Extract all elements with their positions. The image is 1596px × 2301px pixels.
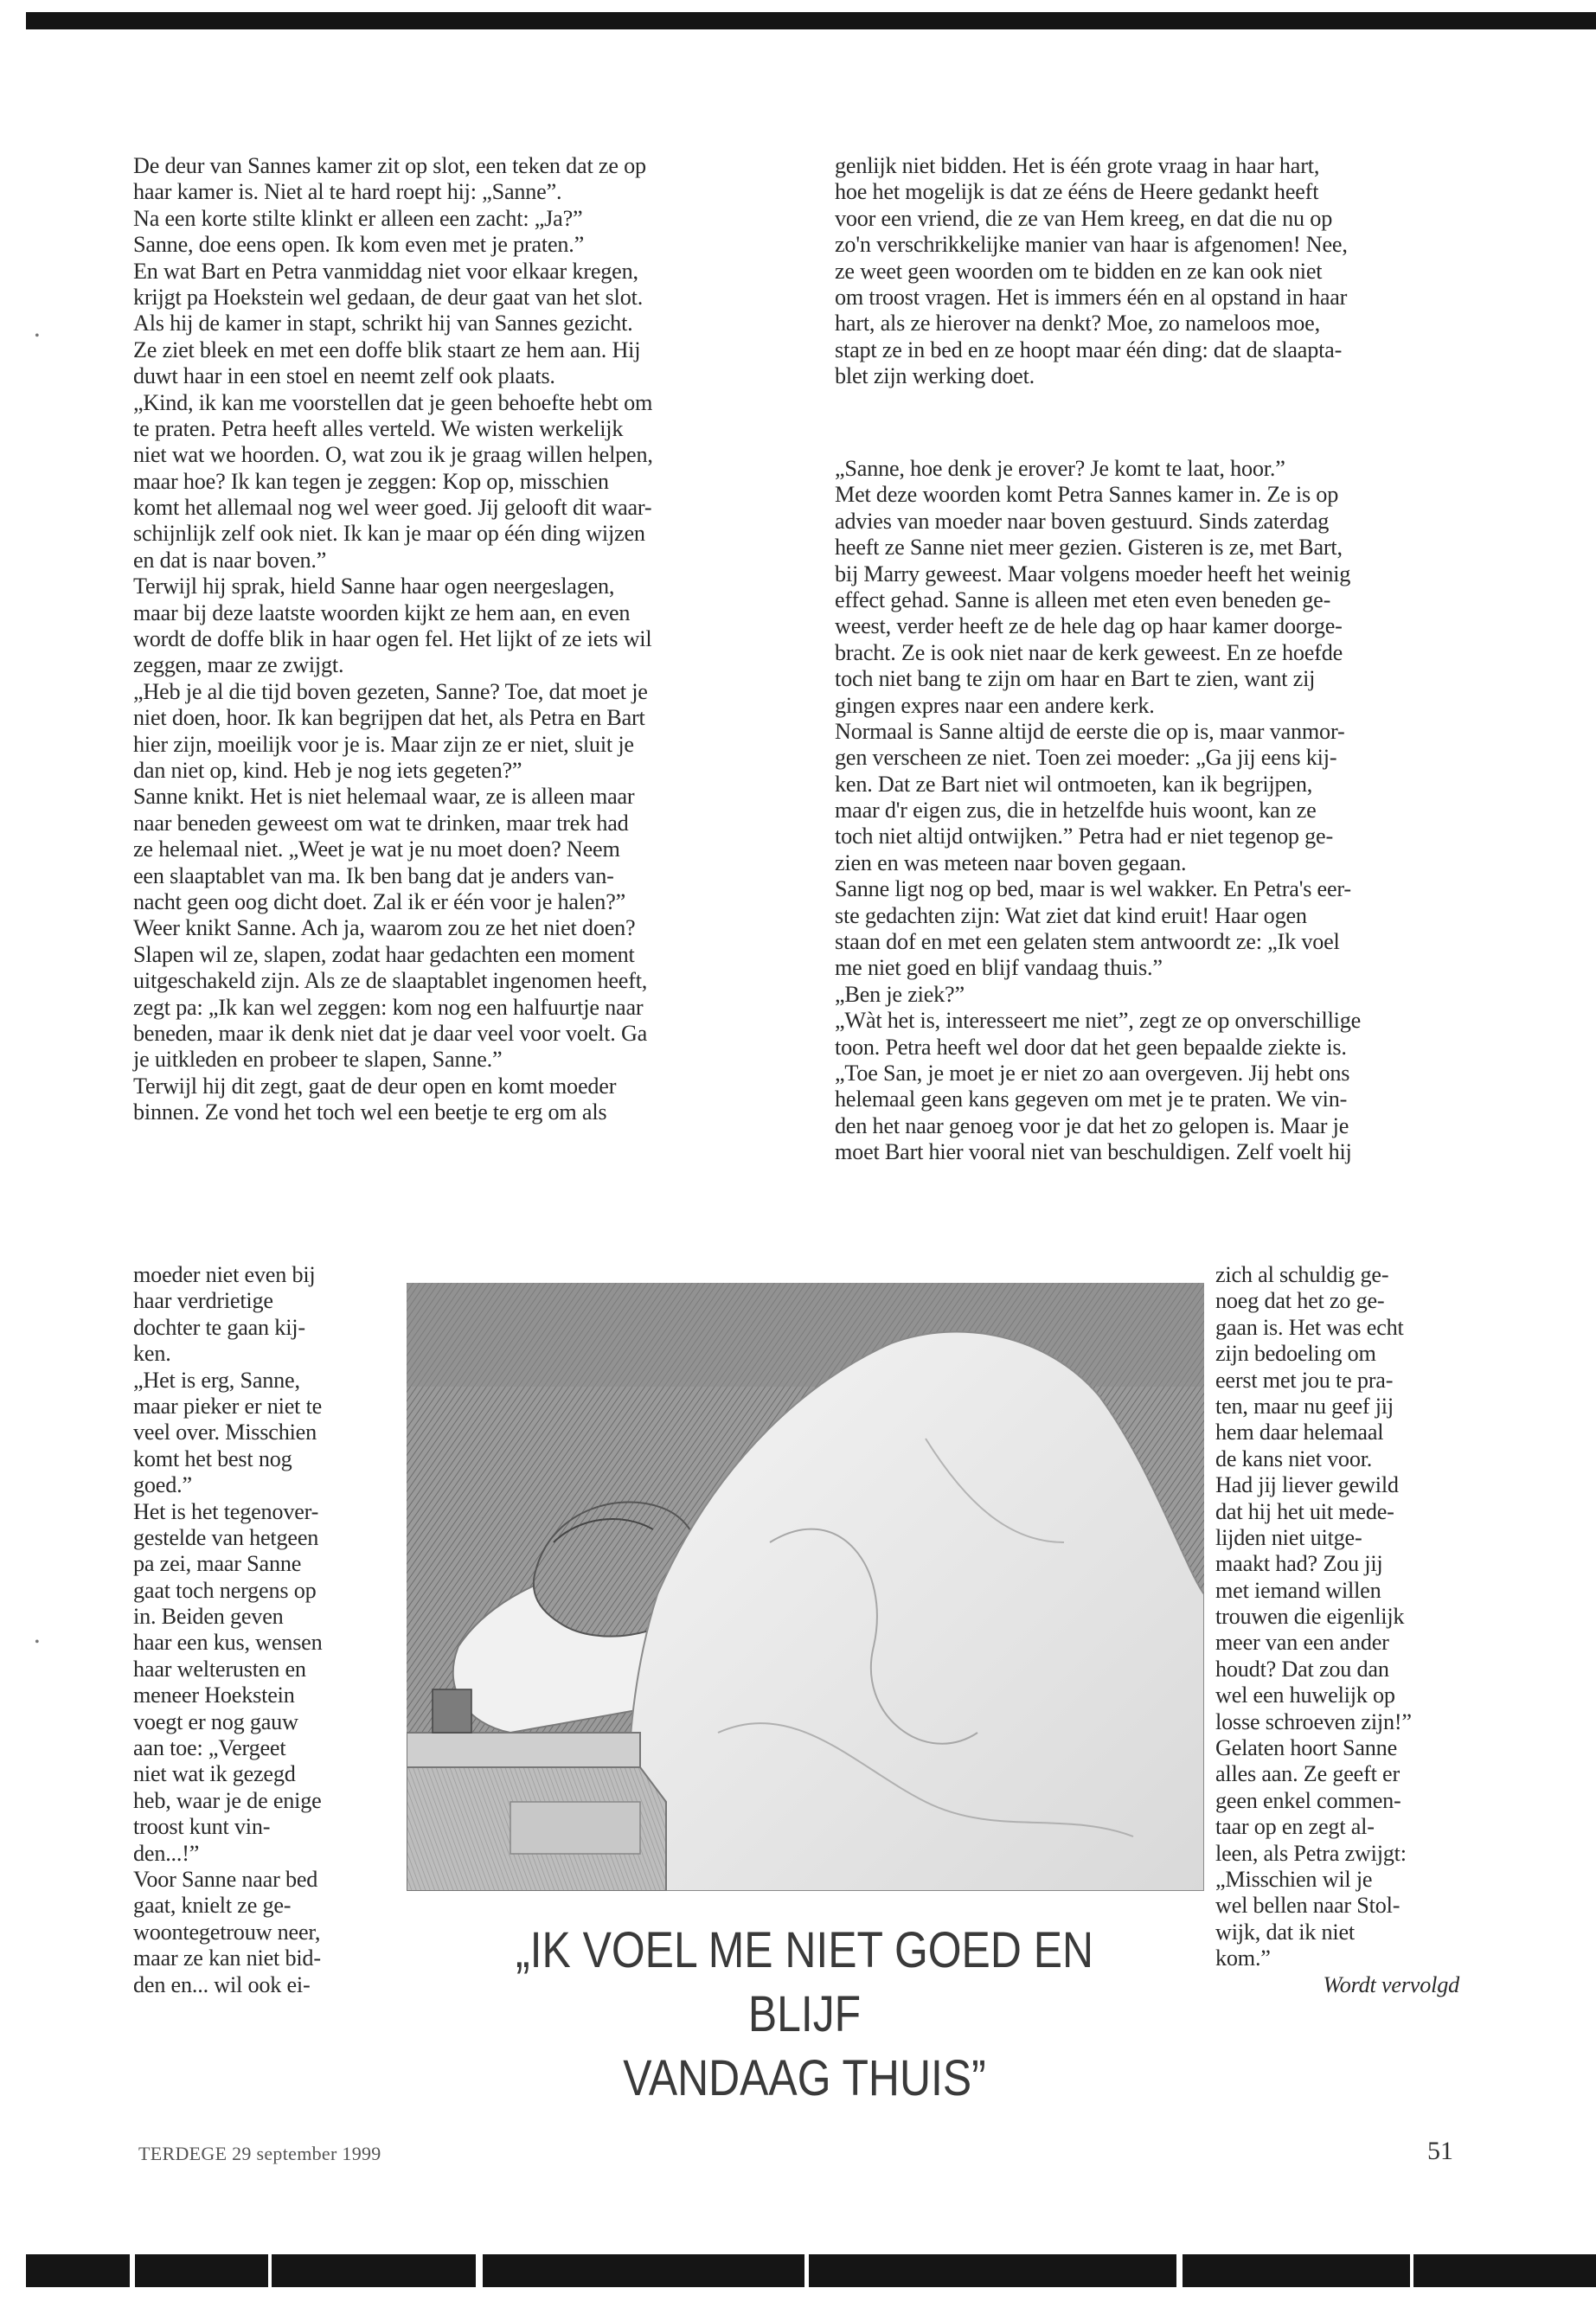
- text-line: moeder niet even bij: [133, 1262, 316, 1287]
- text-line: haar welterusten en: [133, 1656, 306, 1682]
- text-line: me niet goed en blijf vandaag thuis.”: [835, 955, 1163, 981]
- text-line: nacht geen oog dicht doet. Zal ik er één voor je halen?”: [133, 888, 626, 914]
- text-line: Na een korte stilte klinkt er alleen een zacht: „Ja?”: [133, 205, 583, 231]
- text-line: komt het best nog: [133, 1445, 292, 1471]
- text-line: Sanne knikt. Het is niet helemaal waar, ze is alleen maar: [133, 784, 635, 810]
- text-line: maar hoe? Ik kan tegen je zeggen: Kop op, misschien: [133, 468, 609, 494]
- text-line: ken.: [133, 1341, 171, 1367]
- text-line: genlijk niet bidden. Het is één grote vraag in haar hart,: [835, 153, 1320, 178]
- text-line: in. Beiden geven: [133, 1604, 284, 1630]
- text-line: haar een kus, wensen: [133, 1630, 323, 1656]
- text-line: Terwijl hij sprak, hield Sanne haar ogen neergeslagen,: [133, 574, 615, 599]
- text-line: Normaal is Sanne altijd de eerste die op is, maar vanmor-: [835, 718, 1345, 744]
- text-line: voegt er nog gauw: [133, 1708, 298, 1734]
- text-line: Voor Sanne naar bed: [133, 1866, 318, 1892]
- text-line: zeggen, maar ze zwijgt.: [133, 652, 344, 678]
- text-line: Slapen wil ze, slapen, zodat haar gedachten een moment: [133, 941, 635, 967]
- text-line: ze weet geen woorden om te bidden en ze kan ook niet: [835, 258, 1323, 284]
- text-line: gen verscheen ze niet. Toen zei moeder: „Ga jij eens kij-: [835, 745, 1337, 771]
- text-line: Gelaten hoort Sanne: [1215, 1735, 1397, 1761]
- text-line: „Toe San, je moet je er niet zo aan overgeven. Jij hebt ons: [835, 1060, 1350, 1086]
- text-line: woontegetrouw neer,: [133, 1919, 321, 1945]
- text-line: gestelde van hetgeen: [133, 1524, 319, 1550]
- text-line: Weer knikt Sanne. Ach ja, waarom zou ze het niet doen?: [133, 915, 636, 941]
- left-narrow-column-text: [133, 1262, 397, 1998]
- text-line: haar kamer is. Niet al te hard roept hij: „Sanne”.: [133, 179, 562, 205]
- text-line: „Kind, ik kan me voorstellen dat je geen behoefte hebt om: [133, 389, 653, 415]
- text-line: gaat, knielt ze ge-: [133, 1893, 292, 1919]
- text-line: taar op en zegt al-: [1215, 1814, 1375, 1840]
- text-line: staan dof en met een gelaten stem antwoordt ze: „Ik voel: [835, 929, 1340, 955]
- text-line: en dat is naar boven.”: [133, 547, 327, 573]
- margin-mark: •: [35, 329, 40, 343]
- text-line: houdt? Dat zou dan: [1215, 1656, 1389, 1682]
- text-line: En wat Bart en Petra vanmiddag niet voor elkaar kregen,: [133, 258, 638, 284]
- text-line: hier zijn, moeilijk voor je is. Maar zijn ze er niet, sluit je: [133, 731, 634, 757]
- text-line: den...!”: [133, 1840, 200, 1866]
- margin-mark: •: [35, 1635, 40, 1650]
- pull-quote: [464, 1919, 1145, 2111]
- left-column-text: [133, 153, 779, 1125]
- text-line: kom.”: [1215, 1945, 1271, 1971]
- footer-publication: TERDEGE 29 september 1999: [138, 2143, 381, 2164]
- text-line: ste gedachten zijn: Wat ziet dat kind eruit! Haar ogen: [835, 902, 1307, 928]
- text-line: haar verdrietige: [133, 1288, 273, 1314]
- text-line: met iemand willen: [1215, 1577, 1381, 1603]
- right-column-text-top: [835, 153, 1459, 390]
- text-line: maar pieker er niet te: [133, 1393, 323, 1419]
- page-number: 51: [1427, 2137, 1453, 2165]
- text-line: wel bellen naar Stol-: [1215, 1893, 1401, 1919]
- text-line: toch niet bang te zijn om haar en Bart te zien, want zij: [835, 666, 1316, 692]
- text-line: losse schroeven zijn!”: [1215, 1708, 1412, 1734]
- text-line: komt het allemaal nog wel weer goed. Jij gelooft dit waar-: [133, 495, 652, 521]
- text-line: blet zijn werking doet.: [835, 363, 1035, 389]
- text-line: hart, als ze hierover na denkt? Moe, zo nameloos moe,: [835, 311, 1320, 336]
- text-line: goed.”: [133, 1472, 192, 1498]
- bottom-border-bar: [26, 2254, 1596, 2287]
- text-line: toon. Petra heeft wel door dat het geen bepaalde ziekte is.: [835, 1034, 1347, 1060]
- text-line: zo'n verschrikkelijke manier van haar is afgenomen! Nee,: [835, 232, 1348, 258]
- text-line: Ze ziet bleek en met een doffe blik staart ze hem aan. Hij: [133, 336, 641, 362]
- pull-quote-line-1: „IK VOEL ME NIET GOED EN BLIJF: [516, 1922, 1093, 2042]
- text-line: lijden niet uitge-: [1215, 1524, 1362, 1550]
- text-line: dochter te gaan kij-: [133, 1314, 305, 1340]
- right-narrow-column-text: [1215, 1262, 1459, 1998]
- text-line: eerst met jou te pra-: [1215, 1367, 1394, 1393]
- text-line: wel een huwelijk op: [1215, 1682, 1395, 1708]
- text-line: veel over. Misschien: [133, 1420, 317, 1445]
- text-line: Als hij de kamer in stapt, schrikt hij van Sannes gezicht.: [133, 311, 633, 336]
- text-line: alles aan. Ze geeft er: [1215, 1761, 1400, 1787]
- text-line: „Het is erg, Sanne,: [133, 1367, 300, 1393]
- text-line: Het is het tegenover-: [133, 1498, 319, 1524]
- text-line: zien en was meteen naar boven gegaan.: [835, 849, 1187, 875]
- text-line: De deur van Sannes kamer zit op slot, een teken dat ze op: [133, 153, 646, 178]
- text-line: dan niet op, kind. Heb je nog iets gegeten?”: [133, 757, 522, 783]
- text-line: zich al schuldig ge-: [1215, 1262, 1389, 1287]
- text-line: effect gehad. Sanne is alleen met eten even beneden ge-: [835, 586, 1331, 612]
- text-line: maar bij deze laatste woorden kijkt ze hem aan, en even: [133, 599, 631, 625]
- text-line: „Misschien wil je: [1215, 1866, 1373, 1892]
- text-line: voor een vriend, die ze van Hem kreeg, en dat die nu op: [835, 205, 1333, 231]
- text-line: advies van moeder naar boven gestuurd. Sinds zaterdag: [835, 508, 1330, 534]
- text-line: maakt had? Zou jij: [1215, 1551, 1383, 1577]
- text-line: gaat toch nergens op: [133, 1577, 317, 1603]
- top-border-bar: [26, 12, 1596, 29]
- text-line: bij Marry geweest. Maar volgens moeder heeft het weinig: [835, 561, 1351, 586]
- to-be-continued: Wordt vervolgd: [1323, 1971, 1459, 1997]
- text-line: troost kunt vin-: [133, 1814, 271, 1840]
- text-line: zegt pa: „Ik kan wel zeggen: kom nog een halfuurtje naar: [133, 994, 644, 1020]
- text-line: niet wat we hoorden. O, wat zou ik je graag willen helpen,: [133, 442, 653, 468]
- text-line: toch niet altijd ontwijken.” Petra had er niet tegenop ge-: [835, 824, 1333, 849]
- text-line: „Sanne, hoe denk je erover? Je komt te laat, hoor.”: [835, 456, 1285, 481]
- text-line: moet Bart hier vooral niet van beschuldigen. Zelf voelt hij: [835, 1139, 1352, 1165]
- text-line: den en... wil ook ei-: [133, 1971, 311, 1997]
- text-line: Sanne ligt nog op bed, maar is wel wakker. En Petra's eer-: [835, 876, 1351, 902]
- text-line: noeg dat het zo ge-: [1215, 1288, 1385, 1314]
- text-line: gaan is. Het was echt: [1215, 1314, 1404, 1340]
- text-line: binnen. Ze vond het toch wel een beetje te erg om als: [133, 1099, 607, 1125]
- text-line: uitgeschakeld zijn. Als ze de slaaptablet ingenomen heeft,: [133, 968, 648, 994]
- text-line: Sanne, doe eens open. Ik kom even met je praten.”: [133, 232, 585, 258]
- text-line: ten, maar nu geef jij: [1215, 1393, 1394, 1419]
- text-line: maar ze kan niet bid-: [133, 1945, 321, 1971]
- text-line: hem daar helemaal: [1215, 1420, 1384, 1445]
- text-line: „Ben je ziek?”: [835, 981, 965, 1007]
- text-line: ze helemaal niet. „Weet je wat je nu moet doen? Neem: [133, 836, 620, 862]
- text-line: je uitkleden en probeer te slapen, Sanne.”: [133, 1047, 503, 1073]
- right-column-text-middle: [835, 456, 1459, 1166]
- text-line: trouwen die eigenlijk: [1215, 1604, 1405, 1630]
- text-line: „Heb je al die tijd boven gezeten, Sanne? Toe, dat moet je: [133, 678, 648, 704]
- text-line: Met deze woorden komt Petra Sannes kamer in. Ze is op: [835, 482, 1339, 508]
- text-line: duwt haar in een stoel en neemt zelf ook plaats.: [133, 363, 555, 389]
- text-line: naar beneden geweest om wat te drinken, maar trek had: [133, 810, 629, 836]
- text-line: „Wàt het is, interesseert me niet”, zegt ze op onverschillige: [835, 1008, 1362, 1034]
- text-line: niet doen, hoor. Ik kan begrijpen dat het, als Petra en Bart: [133, 705, 645, 731]
- text-line: hoe het mogelijk is dat ze ééns de Heere gedankt heeft: [835, 179, 1319, 205]
- text-line: maar d'r eigen zus, die in hetzelfde huis woont, kan ze: [835, 798, 1317, 824]
- text-line: ken. Dat ze Bart niet wil ontmoeten, kan ik begrijpen,: [835, 771, 1313, 797]
- text-line: pa zei, maar Sanne: [133, 1551, 302, 1577]
- text-line: bracht. Ze is ook niet naar de kerk geweest. En ze hoefde: [835, 639, 1343, 665]
- sketch-woman-in-bed-icon: [407, 1283, 1204, 1891]
- text-line: beneden, maar ik denk niet dat je daar veel voor voelt. Ga: [133, 1020, 648, 1046]
- text-line: een slaaptablet van ma. Ik ben bang dat je anders van-: [133, 862, 614, 888]
- text-line: weest, verder heeft ze de hele dag op haar kamer doorge-: [835, 613, 1343, 639]
- text-line: heeft ze Sanne niet meer gezien. Gisteren is ze, met Bart,: [835, 535, 1343, 561]
- text-line: aan toe: „Vergeet: [133, 1735, 286, 1761]
- text-line: te praten. Petra heeft alles verteld. We wisten werkelijk: [133, 415, 624, 441]
- text-line: stapt ze in bed en ze hoopt maar één ding: dat de slaapta-: [835, 336, 1343, 362]
- text-line: wordt de doffe blik in haar ogen fel. Het lijkt of ze iets wil: [133, 626, 652, 652]
- text-line: meneer Hoekstein: [133, 1682, 295, 1708]
- text-line: meer van een ander: [1215, 1630, 1389, 1656]
- text-line: om troost vragen. Het is immers één en al opstand in haar: [835, 284, 1348, 310]
- text-line: gingen expres naar een andere kerk.: [835, 692, 1155, 718]
- text-line: dat hij het uit mede-: [1215, 1498, 1394, 1524]
- text-line: leen, als Petra zwijgt:: [1215, 1840, 1407, 1866]
- text-line: heb, waar je de enige: [133, 1787, 322, 1813]
- text-line: niet wat ik gezegd: [133, 1761, 296, 1787]
- text-line: geen enkel commen-: [1215, 1787, 1401, 1813]
- illustration-woman-in-bed: [407, 1283, 1204, 1891]
- text-line: schijnlijk zelf ook niet. Ik kan je maar op één ding wijzen: [133, 521, 645, 547]
- pull-quote-line-2: VANDAAG THUIS”: [623, 2050, 986, 2106]
- text-line: Terwijl hij dit zegt, gaat de deur open en komt moeder: [133, 1073, 617, 1099]
- text-line: Had jij liever gewild: [1215, 1472, 1399, 1498]
- text-line: helemaal geen kans gegeven om met je te praten. We vin-: [835, 1086, 1348, 1112]
- text-line: krijgt pa Hoekstein wel gedaan, de deur gaat van het slot.: [133, 284, 644, 310]
- text-line: wijk, dat ik niet: [1215, 1919, 1355, 1945]
- text-line: de kans niet voor.: [1215, 1445, 1373, 1471]
- text-line: den het naar genoeg voor je dat het zo gelopen is. Maar je: [835, 1112, 1349, 1138]
- text-line: zijn bedoeling om: [1215, 1341, 1376, 1367]
